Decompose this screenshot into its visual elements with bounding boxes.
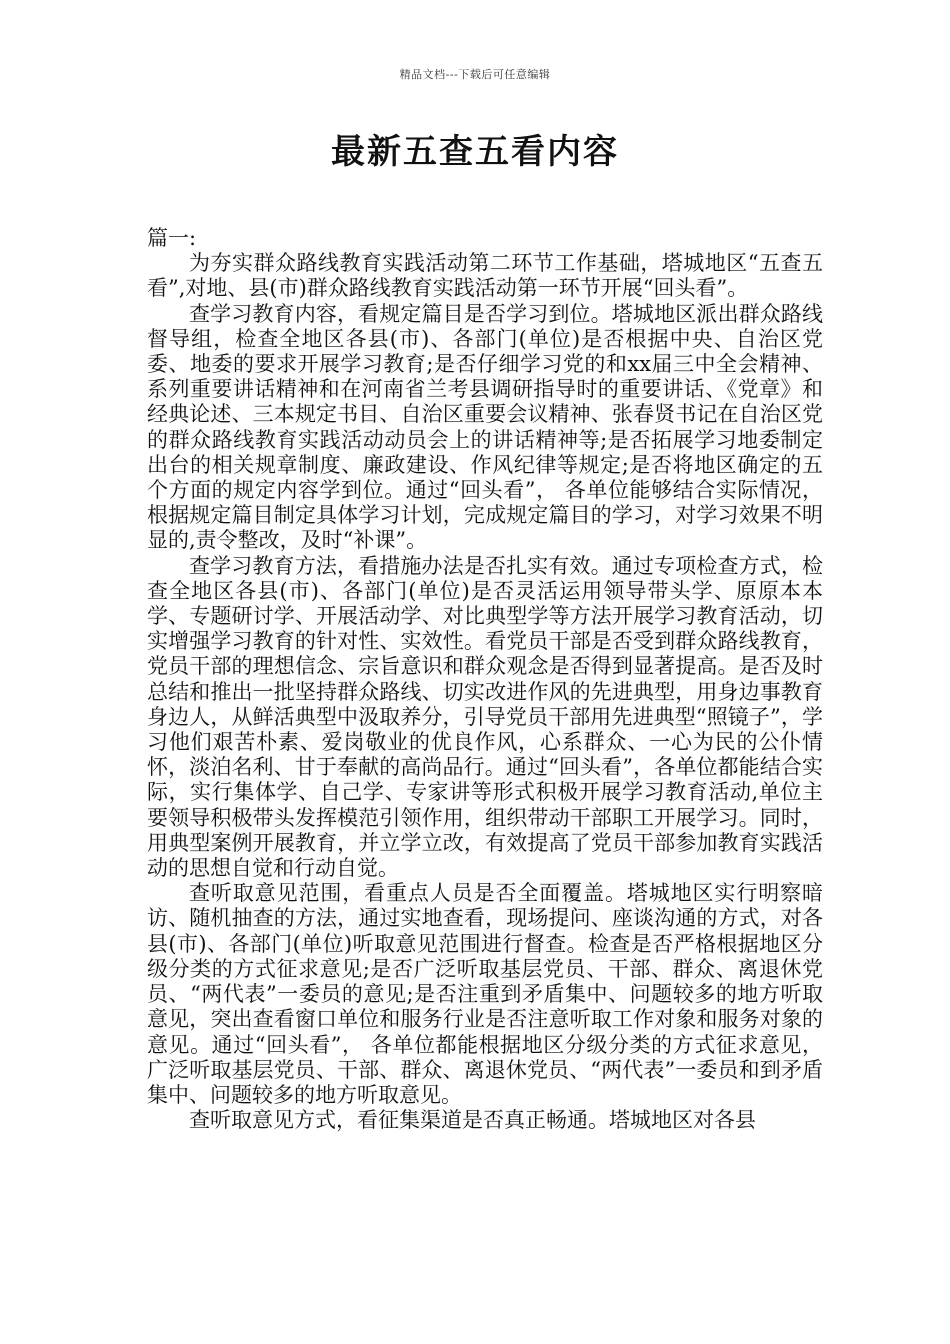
paragraph-study-method: 查学习教育方法，看措施办法是否扎实有效。通过专项检查方式，检查全地区各县(市)、各部门(单位)是否灵活运用领导带头学、原原本本学、专题研讨学、开展活动学、对比典型学等方法开展学习教育活动，切实增强学习教育的针对性、实效性。看党员干部是否受到群众路线教育，党员干部的理想信念、宗旨意识和群众观念是否得到显著提高。是否及时总结和推出一批坚持群众路线、切实改进作风的先进典型，用身边事教育身边人，从鲜活典型中汲取养分，引导党员干部用先进典型“照镜子”，学习他们艰苦朴素、爱岗敬业的优良作风，心系群众、一心为民的公仆情怀，淡泊名利、甘于奉献的高尚品行。通过“回头看”，各单位都能结合实际，实行集体学、自己学、专家讲等形式积极开展学习教育活动,单位主要领导积极带头发挥模范引领作用，组织带动干部职工开展学习。同时，用典型案例开展教育，并立学立改，有效提高了党员干部参加教育实践活动的思想自觉和行动自觉。 [147,553,823,881]
document-title: 最新五查五看内容 [331,132,619,172]
paragraph-study-content: 查学习教育内容，看规定篇目是否学习到位。塔城地区派出群众路线督导组，检查全地区各县(市)、各部门(单位)是否根据中央、自治区党委、地委的要求开展学习教育;是否仔细学习党的和xx届三中全会精神、系列重要讲话精神和在河南省兰考县调研指导时的重要讲话、《党章》和经典论述、三本规定书目、自治区重要会议精神、张春贤书记在自治区党的群众路线教育实践活动动员会上的讲话精神等;是否拓展学习地委制定出台的相关规章制度、廉政建设、作风纪律等规定;是否将地区确定的五个方面的规定内容学到位。通过“回头看”， 各单位能够结合实际情况，根据规定篇目制定具体学习计划，完成规定篇目的学习，对学习效果不明显的,责令整改，及时“补课”。 [147,301,823,553]
paragraph-opinion-scope: 查听取意见范围，看重点人员是否全面覆盖。塔城地区实行明察暗访、随机抽查的方法，通过实地查看，现场提问、座谈沟通的方式，对各县(市)、各部门(单位)听取意见范围进行督查。检查是否严格根据地区分级分类的方式征求意见;是否广泛听取基层党员、干部、群众、离退休党员、“两代表”一委员的意见;是否注重到矛盾集中、问题较多的地方听取意见，突出查看窗口单位和服务行业是否注意听取工作对象和服务对象的意见。通过“回头看”， 各单位都能根据地区分级分类的方式征求意见，广泛听取基层党员、干部、群众、离退休党员、“两代表”一委员和到矛盾集中、问题较多的地方听取意见。 [147,881,823,1107]
document-body [147,226,823,1133]
section-label: 篇一: [147,226,197,250]
paragraph-opinion-method: 查听取意见方式，看征集渠道是否真正畅通。塔城地区对各县 [189,1108,756,1133]
header-note: 精品文档---下载后可任意编辑 [399,68,551,81]
paragraph-intro: 为夯实群众路线教育实践活动第二环节工作基础，塔城地区“五查五看”,对地、县(市)群众路线教育实践活动第一环节开展“回头看”。 [147,251,823,301]
